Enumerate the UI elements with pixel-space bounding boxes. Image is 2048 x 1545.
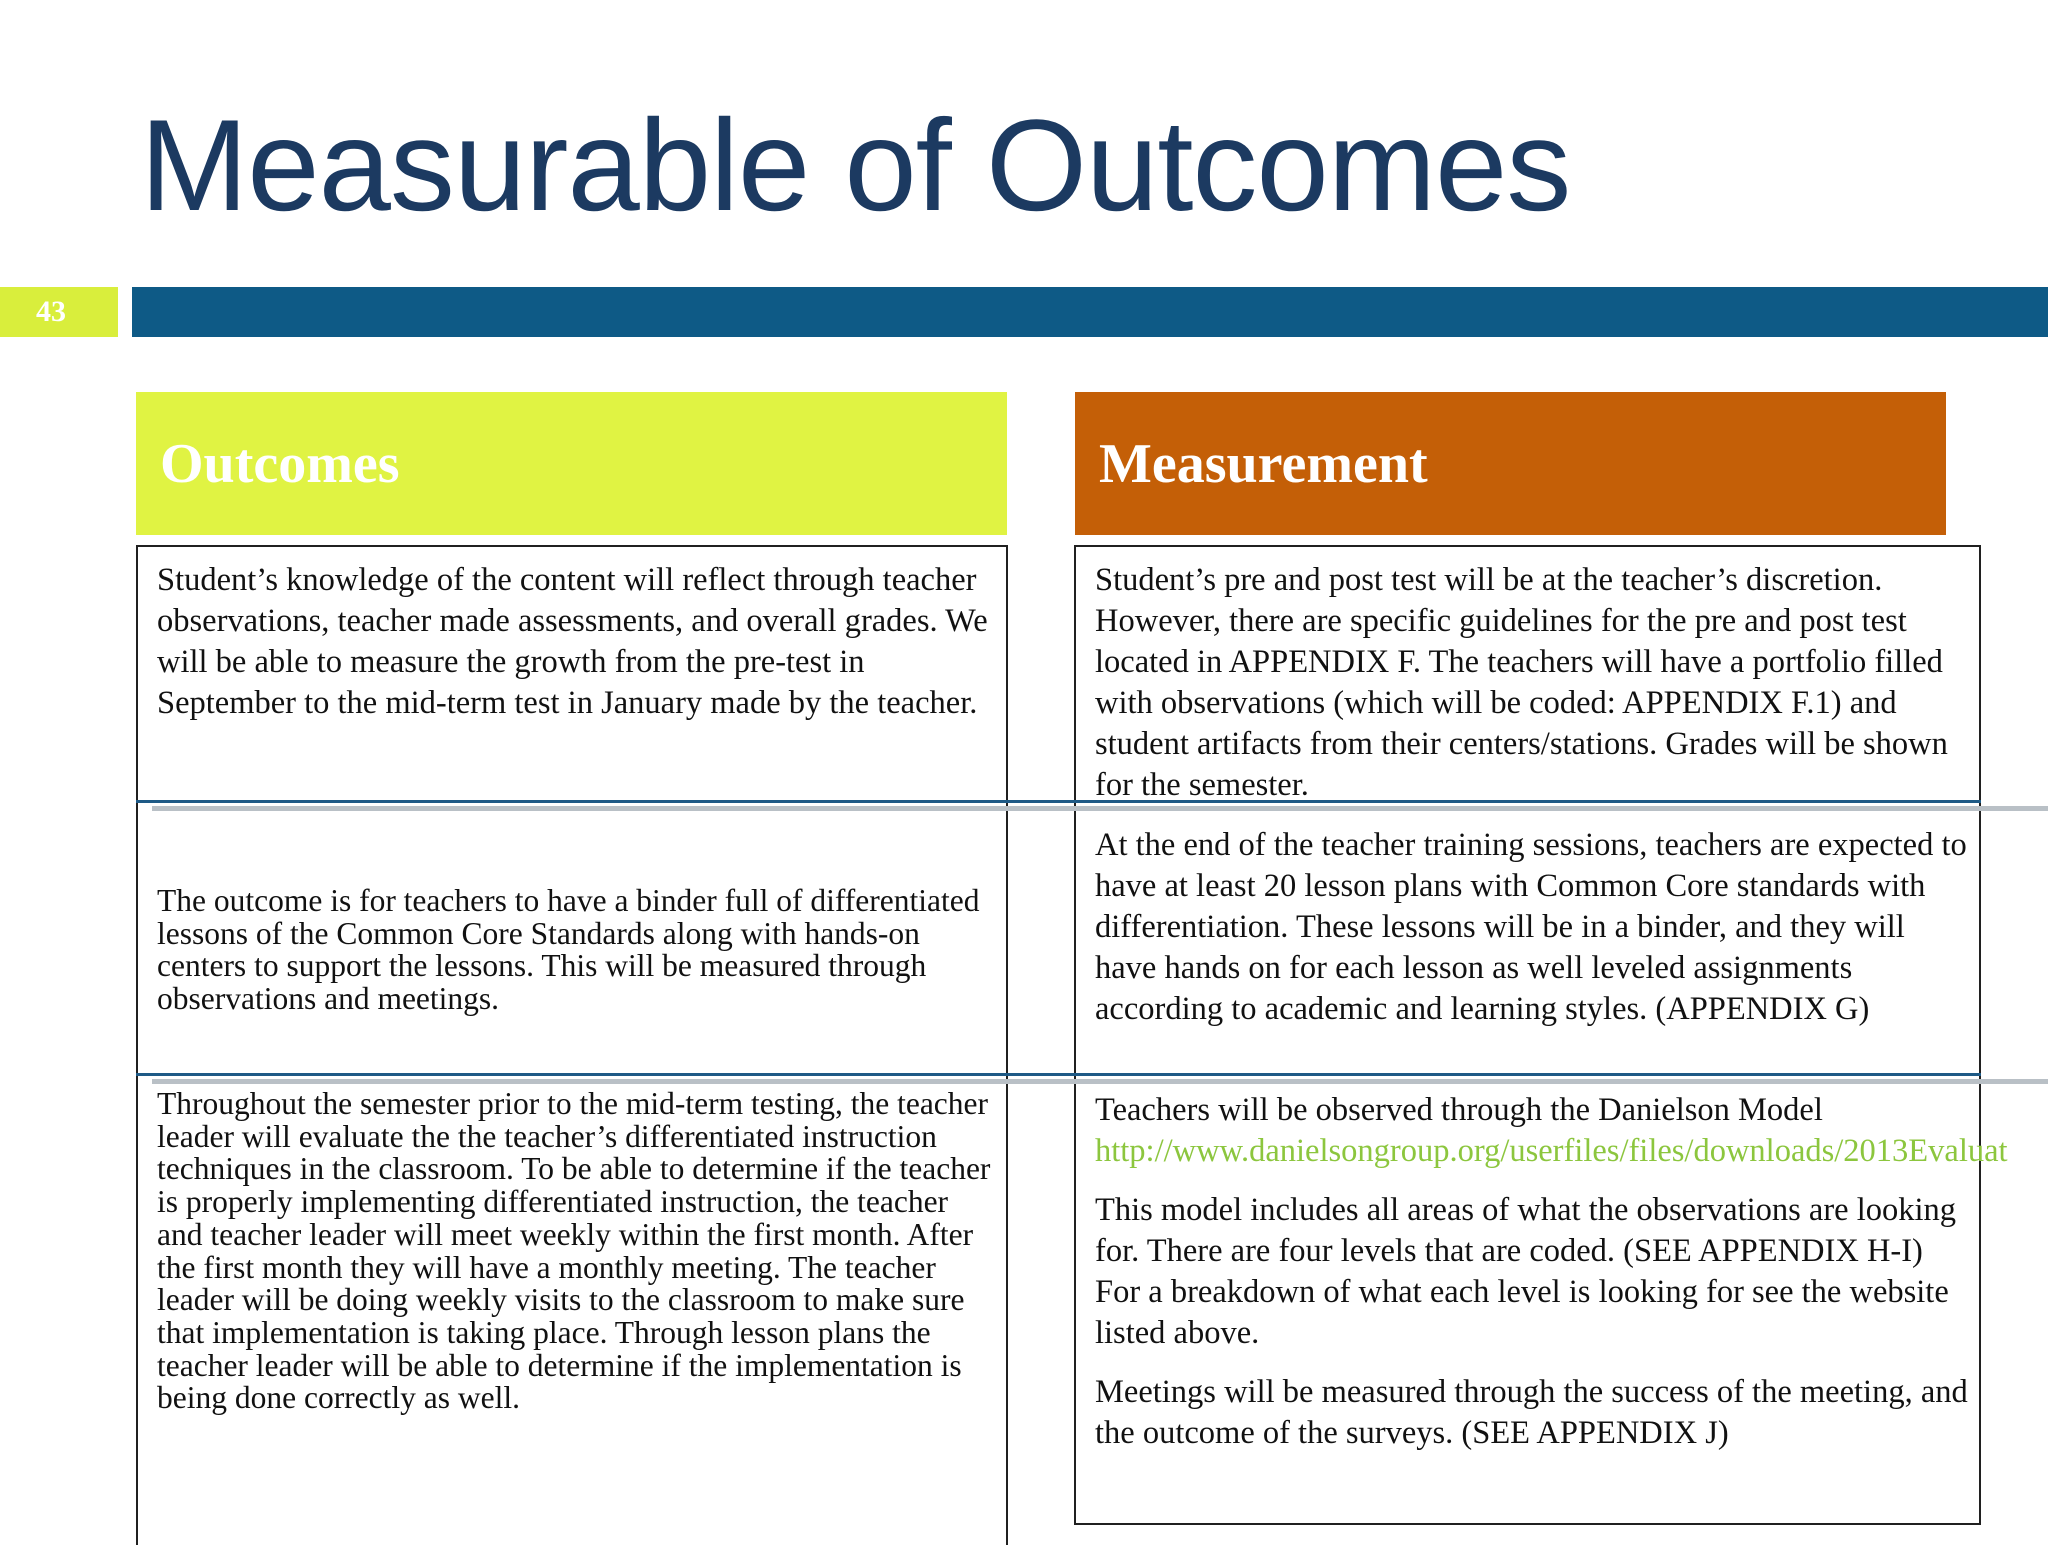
outcomes-header-label: Outcomes xyxy=(160,432,400,495)
danielson-model-link[interactable]: http://www.danielsongroup.org/userfiles/files/downloads/2013Evaluat xyxy=(1095,1133,2008,1169)
outcomes-header xyxy=(136,392,1007,535)
outcome-cell-1 xyxy=(157,560,995,724)
outcome-cell-2 xyxy=(157,885,995,1016)
outcome-text-3: Throughout the semester prior to the mid-term testing, the teacher leader will evaluate the the teacher’s differentiated instruction techniques in the classroom. To be able to determine if the teacher is properly implementing differentiated instruction, the teacher and teacher leader will meet weekly within the first month. After the first month they will have a monthly meeting. The teacher leader will be doing weekly visits to the classroom to make sure that implementation is taking place. Through lesson plans the teacher leader will be able to determine if the implementation is being done correctly as well. xyxy=(157,1086,991,1416)
outcome-text-1: Student’s knowledge of the content will reflect through teacher observations, teacher made assessments, and overall grades. We will be able to measure the growth from the pre-test in September to the mid-term test in January made by the teacher. xyxy=(157,562,988,721)
measurement-header-label: Measurement xyxy=(1099,432,1428,495)
slide-number: 43 xyxy=(0,287,118,337)
row-divider-shadow xyxy=(152,806,2048,811)
row-divider xyxy=(136,1073,1981,1076)
outcome-text-2: The outcome is for teachers to have a binder full of differentiated lessons of the Common Core Standards along with hands-on centers to support the lessons. This will be measured through observations and meetings. xyxy=(157,883,980,1017)
measurement-text-2: At the end of the teacher training sessions, teachers are expected to have at least 20 lesson plans with Common Core standards with differentiation. These lessons will be in a binder, and they will have hands on for each lesson as well leveled assignments according to academic and learning styles. (APPENDIX G) xyxy=(1095,827,1967,1027)
title-divider-bar xyxy=(132,287,2048,337)
row-divider-shadow xyxy=(152,1079,2048,1084)
measurement-text-3-levels: This model includes all areas of what the observations are looking for. There are four levels that are coded. (SEE APPENDIX H-I) For a breakdown of what each level is looking for see the website listed above. xyxy=(1095,1192,1957,1351)
measurement-text-3-intro: Teachers will be observed through the Danielson Model xyxy=(1095,1092,1823,1128)
measurement-text-3-meetings: Meetings will be measured through the success of the meeting, and the outcome of the surveys. (SEE APPENDIX J) xyxy=(1095,1374,1968,1451)
slide-title: Measurable of Outcomes xyxy=(140,92,1571,238)
outcome-cell-3 xyxy=(157,1088,997,1415)
measurement-header xyxy=(1075,392,1946,535)
measurement-cell-1 xyxy=(1095,560,1970,806)
measurement-text-1: Student’s pre and post test will be at the teacher’s discretion. However, there are specific guidelines for the pre and post test located in APPENDIX F. The teachers will have a portfolio filled with observations (which will be coded: APPENDIX F.1) and student artifacts from their centers/stations. Grades will be shown for the semester. xyxy=(1095,562,1948,803)
measurement-cell-2 xyxy=(1095,825,1970,1030)
danielson-link-wrap xyxy=(1095,1131,2030,1172)
measurement-cell-3 xyxy=(1095,1090,2008,1454)
